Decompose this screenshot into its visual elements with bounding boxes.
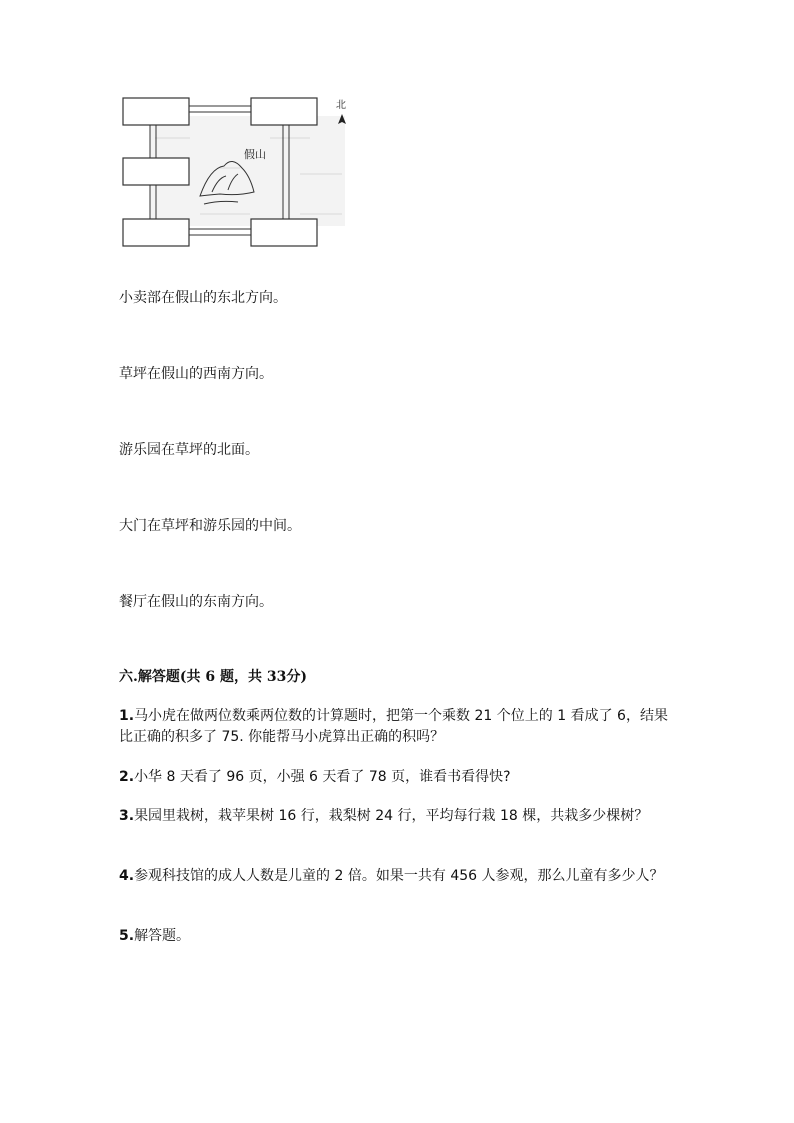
question-1 — [119, 706, 679, 748]
question-text: 参观科技馆的成人人数是儿童的 2 倍。如果一共有 456 人参观，那么儿童有多少人？ — [134, 868, 664, 884]
question-number: 4. — [119, 868, 135, 884]
question-text: 解答题。 — [134, 928, 191, 944]
question-number: 5. — [119, 928, 135, 944]
map-box-top-left — [123, 98, 189, 125]
question-number: 3. — [119, 808, 135, 824]
statement-2: 草坪在假山的西南方向。 — [119, 366, 273, 382]
map-box-top-right — [251, 98, 317, 125]
question-2 — [119, 767, 679, 788]
question-text: 果园里栽树，栽苹果树 16 行，栽梨树 24 行，平均每行栽 18 棵，共栽多少棵树？ — [134, 808, 649, 824]
map-box-middle-left — [123, 158, 189, 185]
question-text: 小华 8 天看了 96 页，小强 6 天看了 78 页，谁看书看得快? — [134, 769, 511, 785]
question-text: 马小虎在做两位数乘两位数的计算题时，把第一个乘数 21 个位上的 1 看成了 6，结果比正确的积多了 75. 你能帮马小虎算出正确的积吗？ — [119, 708, 668, 745]
map-box-bottom-right — [251, 219, 317, 246]
statement-1: 小卖部在假山的东北方向。 — [119, 290, 287, 306]
section-title: 六.解答题(共 6 题，共 33分) — [119, 669, 307, 685]
question-5 — [119, 926, 679, 947]
north-label: 北 — [336, 100, 346, 111]
map-box-bottom-left — [123, 219, 189, 246]
statement-3: 游乐园在草坪的北面。 — [119, 442, 259, 458]
question-3 — [119, 806, 679, 827]
statement-5: 餐厅在假山的东南方向。 — [119, 594, 273, 610]
statement-4: 大门在草坪和游乐园的中间。 — [119, 518, 301, 534]
park-map-figure — [120, 96, 350, 248]
question-number: 2. — [119, 769, 135, 785]
question-4 — [119, 866, 679, 887]
question-number: 1. — [119, 708, 135, 724]
hill-label: 假山 — [244, 148, 266, 161]
